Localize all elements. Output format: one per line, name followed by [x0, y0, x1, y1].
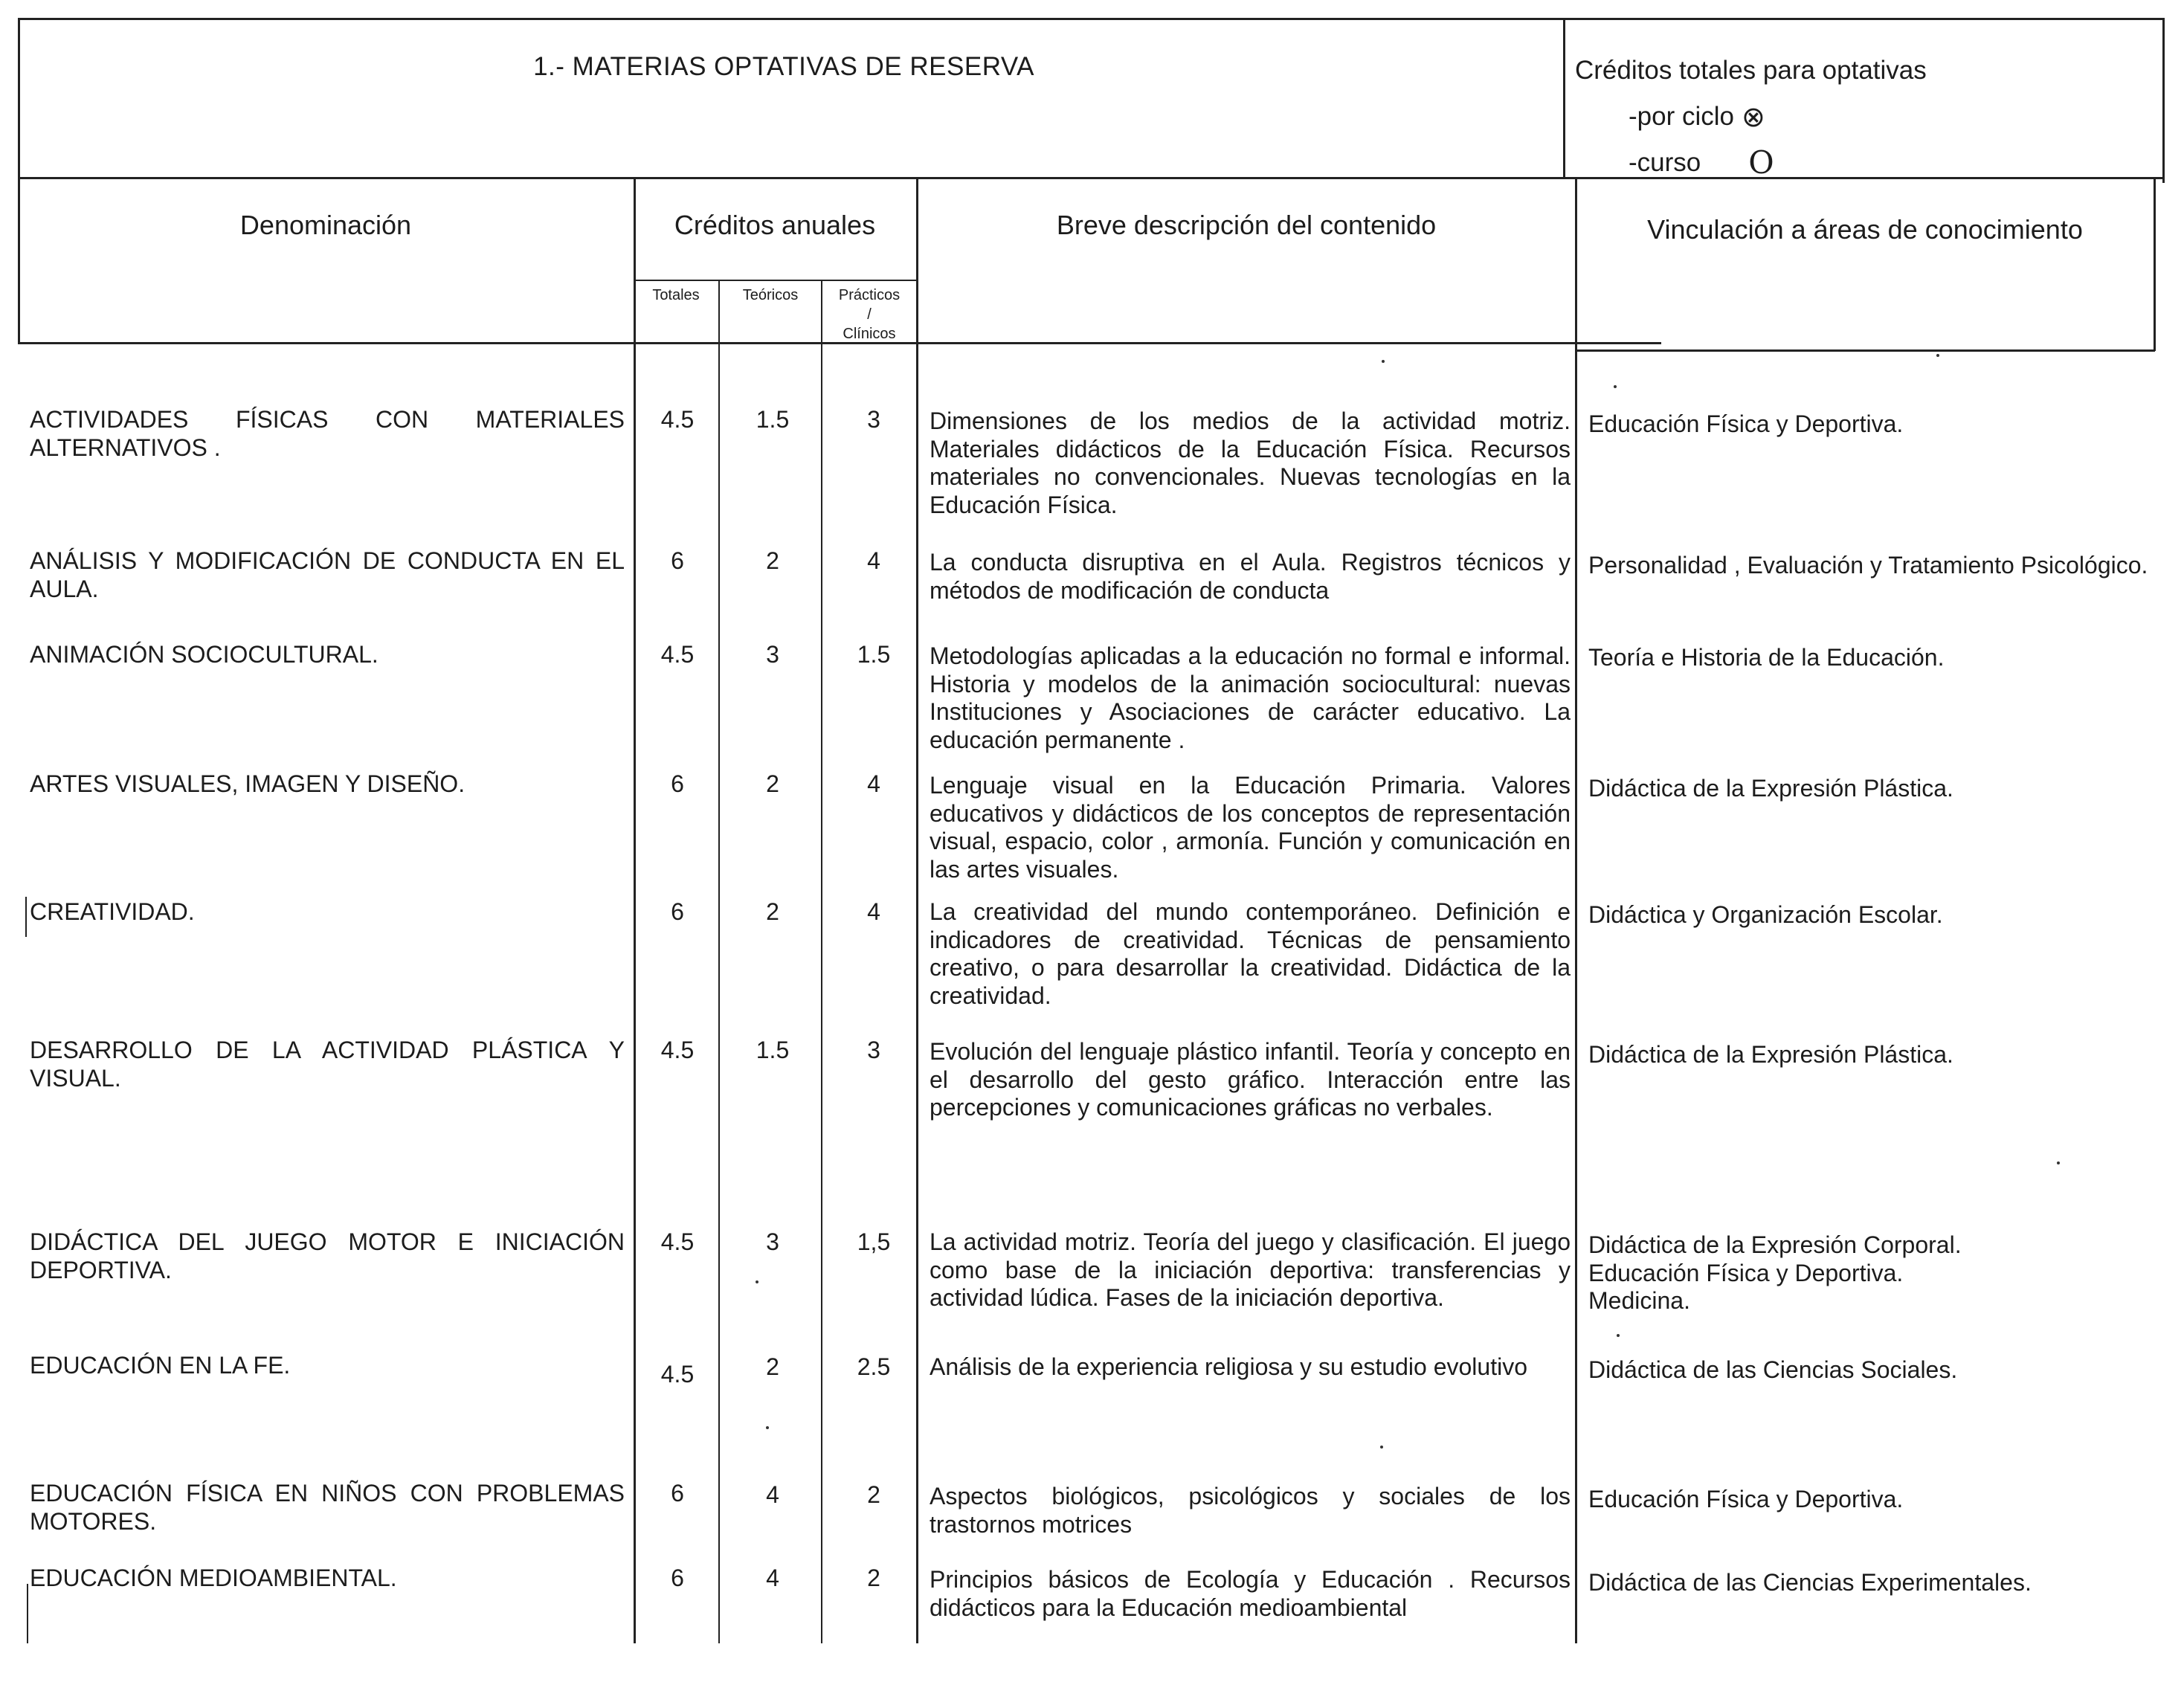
row-9-description: Principios básicos de Ecología y Educación . Recursos didácticos para la Educación medioambiental: [930, 1566, 1571, 1621]
row-4-totales: 6: [671, 898, 684, 925]
row-6-totales: 4.5: [660, 1228, 695, 1255]
scan-speck: [1936, 354, 1939, 357]
row-7-name: EDUCACIÓN EN LA FE.: [30, 1352, 291, 1379]
row-0-practicos: 3: [867, 406, 880, 433]
row-3-area: Didáctica de la Expresión Plástica.: [1588, 775, 1953, 802]
row-1-area: Personalidad , Evaluación y Tratamiento Psicológico.: [1588, 552, 2148, 579]
col-header-totales: Totales: [652, 287, 700, 303]
empty-circle-icon: O: [1748, 144, 1774, 181]
row-1-totales: 6: [671, 547, 684, 574]
row-7-teoricos: 2: [766, 1353, 779, 1380]
row-8-description: Aspectos biológicos, psicológicos y sociales de los trastornos motrices: [930, 1483, 1571, 1538]
row-9-practicos: 2: [867, 1565, 880, 1591]
col-header-practicos-line-3: Clínicos: [843, 326, 896, 342]
row-2-area: Teoría e Historia de la Educación.: [1588, 644, 1945, 671]
row-8-name: EDUCACIÓN FÍSICA EN NIÑOS CON PROBLEMAS MOTORES.: [30, 1480, 625, 1535]
rule-top: [18, 18, 2164, 20]
row-1-practicos: 4: [867, 547, 880, 574]
row-8-practicos: 2: [867, 1481, 880, 1508]
row-8-area: Educación Física y Deportiva.: [1588, 1486, 1904, 1512]
scan-speck: [1617, 1334, 1620, 1337]
row-4-description: La creatividad del mundo contemporáneo. Definición e indicadores de creatividad. Técnicas de pensamiento creativo, o para desarrollar la creatividad. Didáctica de la creatividad.: [930, 898, 1571, 1009]
scan-speck: [2057, 1161, 2060, 1164]
row-0-name: ACTIVIDADES FÍSICAS CON MATERIALES ALTERNATIVOS .: [30, 406, 625, 461]
rule-col-right: [2154, 177, 2156, 351]
option-por-ciclo: [1575, 94, 1927, 140]
row-9-area: Didáctica de las Ciencias Experimentales.: [1588, 1569, 2032, 1596]
row-5-description: Evolución del lenguaje plástico infantil. Teoría y concepto en el desarrollo del gesto gráfico. Interacción entre las percepciones y comunicaciones gráficas no verbales.: [930, 1038, 1571, 1121]
row-9-name: EDUCACIÓN MEDIOAMBIENTAL.: [30, 1565, 397, 1591]
option-curso: [1575, 140, 1927, 186]
row-3-teoricos: 2: [766, 770, 779, 797]
col-header-denominacion: Denominación: [239, 210, 412, 240]
row-7-practicos: 2.5: [857, 1353, 891, 1380]
row-0-teoricos: 1.5: [756, 406, 790, 433]
rule-col-name: [634, 177, 636, 1643]
row-3-name: ARTES VISUALES, IMAGEN Y DISEÑO.: [30, 770, 466, 797]
row-3-description: Lenguaje visual en la Educación Primaria. Valores educativos y didácticos de los conceptos de representación visual, espacio, color , armonía. Función y comunicación en las artes visuales.: [930, 772, 1571, 883]
row-1-name: ANÁLISIS Y MODIFICACIÓN DE CONDUCTA EN EL AULA.: [30, 547, 625, 602]
row-1-teoricos: 2: [766, 547, 779, 574]
rule-left-margin-2: [27, 1584, 28, 1643]
row-8-teoricos: 4: [766, 1481, 779, 1508]
row-7-description: Análisis de la experiencia religiosa y su estudio evolutivo: [930, 1353, 1527, 1380]
row-2-teoricos: 3: [766, 641, 779, 668]
option-por-ciclo-label: -por ciclo: [1629, 102, 1734, 131]
row-4-teoricos: 2: [766, 898, 779, 925]
rule-col-desc-end: [1575, 177, 1577, 1643]
row-6-area: [1588, 1231, 2168, 1315]
scan-speck: [1614, 385, 1617, 388]
row-3-totales: 6: [671, 770, 684, 797]
row-2-totales: 4.5: [660, 641, 695, 668]
col-header-practicos-line-1: Prácticos: [838, 287, 901, 303]
row-4-practicos: 4: [867, 898, 880, 925]
rule-col-creditos-end: [916, 177, 918, 1643]
row-0-area: Educación Física y Deportiva.: [1588, 410, 1904, 437]
rule-subheader: [634, 280, 918, 281]
rule-left-margin-1: [25, 897, 27, 937]
rule-sub-teoricos: [821, 280, 822, 1643]
rule-left-header: [18, 18, 20, 178]
row-7-area: Didáctica de las Ciencias Sociales.: [1588, 1356, 1958, 1383]
row-0-totales: 4.5: [660, 406, 695, 433]
row-5-area: Didáctica de la Expresión Plástica.: [1588, 1041, 1953, 1068]
col-header-teoricos: Teóricos: [742, 287, 799, 303]
row-6-area-line-2: Educación Física y Deportiva.: [1588, 1259, 1904, 1286]
col-header-vinculacion: Vinculación a áreas de conocimiento: [1647, 214, 2083, 245]
row-2-name: ANIMACIÓN SOCIOCULTURAL.: [30, 641, 379, 668]
row-6-area-line-1: Didáctica de la Expresión Corporal.: [1588, 1231, 1962, 1258]
row-0-description: Dimensiones de los medios de la actividad motriz. Materiales didácticos de la Educación Física. Recursos materiales no convencionales. Nuevas tecnologías en la Educación Física.: [930, 407, 1571, 518]
col-header-practicos-line-2: /: [867, 306, 872, 323]
rule-right-header: [2162, 18, 2165, 183]
row-5-totales: 4.5: [660, 1037, 695, 1063]
row-2-description: Metodologías aplicadas a la educación no formal e informal. Historia y modelos de la animación sociocultural: nuevas Instituciones y Asociaciones de carácter educativo. La educación permanente .: [930, 642, 1571, 753]
row-4-name: CREATIVIDAD.: [30, 898, 195, 925]
row-6-teoricos: 3: [766, 1228, 779, 1255]
checked-circle-icon: ⊗: [1741, 100, 1765, 133]
rule-col-left: [18, 177, 20, 342]
page-title: 1.- MATERIAS OPTATIVAS DE RESERVA: [533, 52, 1034, 81]
scan-speck: [766, 1426, 769, 1429]
scan-speck: [756, 1280, 758, 1283]
rule-columns-bottom-right: [1575, 349, 2155, 352]
option-curso-label: -curso: [1629, 148, 1701, 177]
col-header-practicos: [822, 286, 916, 344]
row-9-teoricos: 4: [766, 1565, 779, 1591]
row-6-name: DIDÁCTICA DEL JUEGO MOTOR E INICIACIÓN DEPORTIVA.: [30, 1228, 625, 1283]
rule-credits-divider: [1563, 18, 1565, 178]
row-6-description: La actividad motriz. Teoría del juego y clasificación. El juego como base de la iniciación deportiva: transferencias y actividad lúdica. Fases de la iniciación deportiva.: [930, 1228, 1571, 1311]
row-4-area: Didáctica y Organización Escolar.: [1588, 901, 1943, 928]
row-3-practicos: 4: [867, 770, 880, 797]
row-9-totales: 6: [671, 1565, 684, 1591]
credits-title: Créditos totales para optativas: [1575, 56, 1927, 85]
row-5-teoricos: 1.5: [756, 1037, 790, 1063]
row-6-area-line-3: Medicina.: [1588, 1287, 1690, 1314]
scan-speck: [1382, 360, 1385, 363]
scan-speck: [1380, 1446, 1383, 1449]
row-1-description: La conducta disruptiva en el Aula. Registros técnicos y métodos de modificación de conducta: [930, 549, 1571, 604]
col-header-creditos: Créditos anuales: [674, 210, 876, 240]
row-2-practicos: 1.5: [857, 641, 891, 668]
credits-options: [1575, 48, 1927, 186]
row-6-practicos: 1,5: [857, 1228, 891, 1255]
col-header-descripcion: Breve descripción del contenido: [1056, 210, 1437, 240]
row-5-practicos: 3: [867, 1037, 880, 1063]
row-5-name: DESARROLLO DE LA ACTIVIDAD PLÁSTICA Y VISUAL.: [30, 1037, 625, 1092]
rule-sub-totales: [718, 280, 720, 1643]
row-8-totales: 6: [671, 1480, 684, 1507]
row-7-totales: 4.5: [660, 1361, 695, 1388]
